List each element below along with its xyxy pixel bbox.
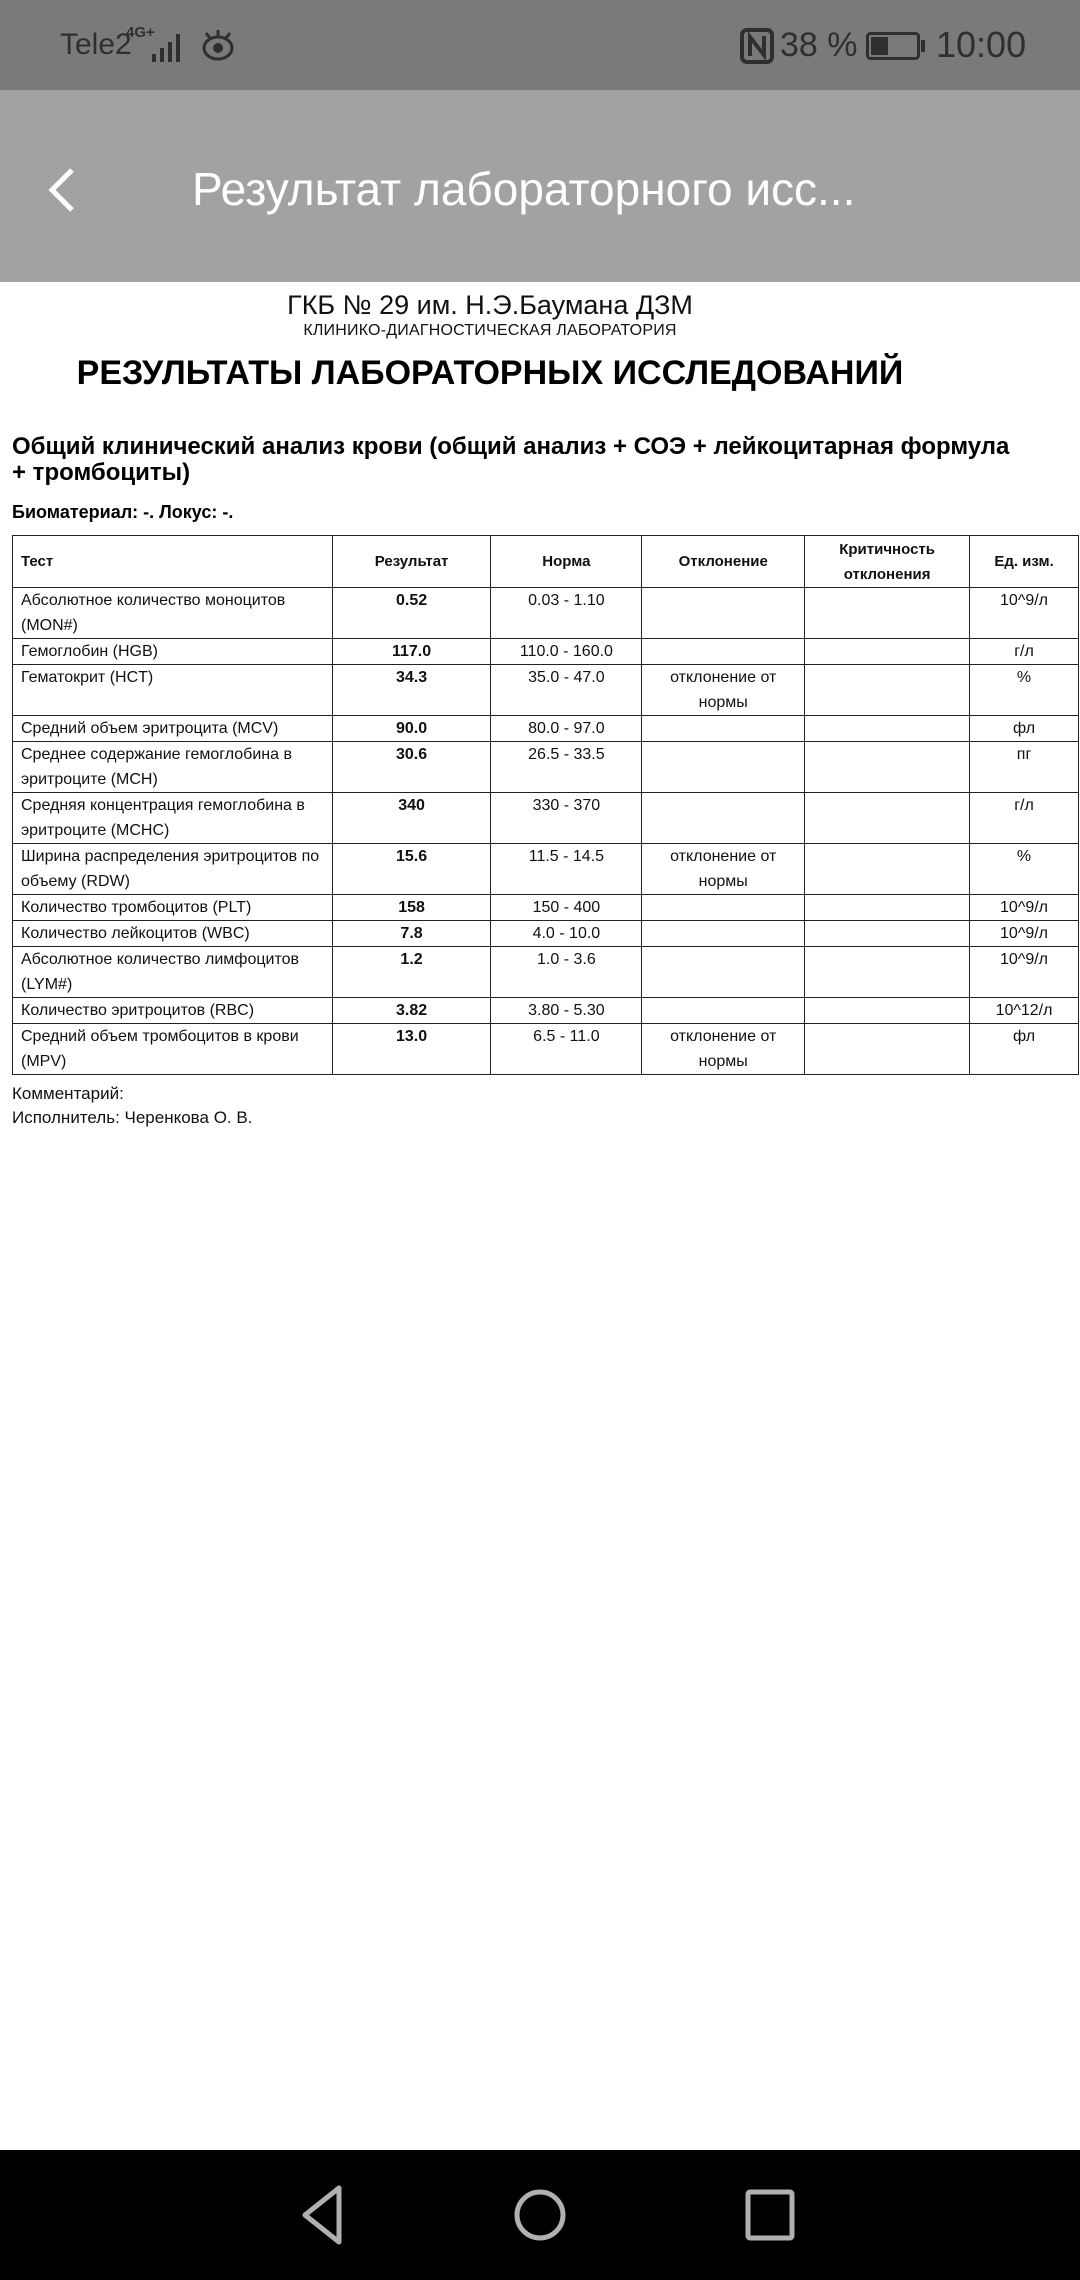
page-title: Результат лабораторного исс... (192, 163, 856, 215)
nfc-icon (740, 28, 774, 64)
status-bar (0, 0, 1080, 90)
recents-square-icon[interactable] (735, 2180, 805, 2250)
cell-test: Ширина распределения эритроцитов по объему (RDW) (13, 844, 333, 895)
cell-deviation (642, 742, 805, 793)
cell-norm: 4.0 - 10.0 (491, 921, 642, 947)
chevron-left-icon[interactable] (40, 160, 90, 220)
cell-deviation (642, 588, 805, 639)
carrier-name: Tele2 (60, 28, 132, 61)
table-row (13, 588, 1079, 639)
cell-result: 3.82 (332, 998, 491, 1024)
cell-deviation: отклонение от нормы (642, 844, 805, 895)
cell-result: 7.8 (332, 921, 491, 947)
cell-result: 0.52 (332, 588, 491, 639)
eye-comfort-icon (198, 28, 238, 64)
performer: Исполнитель: Черенкова О. В. (12, 1108, 253, 1127)
laboratory-name: КЛИНИКО-ДИАГНОСТИЧЕСКАЯ ЛАБОРАТОРИЯ (303, 322, 677, 339)
cell-norm: 150 - 400 (491, 895, 642, 921)
cell-deviation (642, 921, 805, 947)
cell-unit: 10^9/л (970, 947, 1079, 998)
cell-unit: фл (970, 716, 1079, 742)
analysis-title: Общий клинический анализ крови (общий анализ + СОЭ + лейкоцитарная формула + тромбоциты) (12, 433, 1010, 486)
cell-test: Гематокрит (HCT) (13, 665, 333, 716)
cell-norm: 11.5 - 14.5 (491, 844, 642, 895)
cell-test: Среднее содержание гемоглобина в эритроците (MCH) (13, 742, 333, 793)
cell-norm: 6.5 - 11.0 (491, 1024, 642, 1075)
report-title: РЕЗУЛЬТАТЫ ЛАБОРАТОРНЫХ ИССЛЕДОВАНИЙ (76, 354, 904, 392)
cell-unit: 10^12/л (970, 998, 1079, 1024)
cell-result: 30.6 (332, 742, 491, 793)
cell-test: Количество эритроцитов (RBC) (13, 998, 333, 1024)
cell-unit: фл (970, 1024, 1079, 1075)
table-row (13, 947, 1079, 998)
cell-criticality (805, 716, 970, 742)
clock: 10:00 (936, 24, 1027, 65)
header-unit: Ед. изм. (970, 536, 1079, 588)
cell-criticality (805, 921, 970, 947)
cell-norm: 26.5 - 33.5 (491, 742, 642, 793)
table-row (13, 639, 1079, 665)
table-row (13, 716, 1079, 742)
cell-unit: % (970, 665, 1079, 716)
app-bar (0, 90, 1080, 282)
cell-criticality (805, 844, 970, 895)
cell-result: 340 (332, 793, 491, 844)
table-row (13, 895, 1079, 921)
cell-norm: 35.0 - 47.0 (491, 665, 642, 716)
cell-deviation (642, 639, 805, 665)
cell-result: 34.3 (332, 665, 491, 716)
cell-criticality (805, 742, 970, 793)
cell-deviation (642, 895, 805, 921)
organization-name: ГКБ № 29 им. Н.Э.Баумана ДЗМ (287, 290, 693, 320)
cell-criticality (805, 639, 970, 665)
battery-icon (866, 32, 926, 60)
cell-criticality (805, 895, 970, 921)
cell-deviation (642, 998, 805, 1024)
navigation-bar (0, 2150, 1080, 2280)
cell-norm: 3.80 - 5.30 (491, 998, 642, 1024)
cell-criticality (805, 793, 970, 844)
cell-result: 15.6 (332, 844, 491, 895)
cell-test: Средняя концентрация гемоглобина в эритроците (MCHC) (13, 793, 333, 844)
cell-criticality (805, 1024, 970, 1075)
cell-test: Средний объем эритроцита (MCV) (13, 716, 333, 742)
cell-unit: 10^9/л (970, 588, 1079, 639)
home-circle-icon[interactable] (505, 2180, 575, 2250)
cell-deviation: отклонение от нормы (642, 1024, 805, 1075)
cell-unit: 10^9/л (970, 895, 1079, 921)
cell-unit: г/л (970, 639, 1079, 665)
cell-deviation (642, 947, 805, 998)
header-result: Результат (332, 536, 491, 588)
cell-test: Абсолютное количество моноцитов (MON#) (13, 588, 333, 639)
table-row (13, 1024, 1079, 1075)
cell-result: 13.0 (332, 1024, 491, 1075)
report-footer (12, 1082, 252, 1130)
cell-criticality (805, 588, 970, 639)
table-row (13, 742, 1079, 793)
header-norm: Норма (491, 536, 642, 588)
table-row (13, 665, 1079, 716)
back-triangle-icon[interactable] (287, 2180, 357, 2250)
cell-norm: 80.0 - 97.0 (491, 716, 642, 742)
lab-report-document (0, 282, 1080, 2150)
cell-result: 158 (332, 895, 491, 921)
cell-result: 90.0 (332, 716, 491, 742)
cell-criticality (805, 947, 970, 998)
header-deviation: Отклонение (642, 536, 805, 588)
cell-test: Абсолютное количество лимфоцитов (LYM#) (13, 947, 333, 998)
header-test: Тест (13, 536, 333, 588)
cell-norm: 110.0 - 160.0 (491, 639, 642, 665)
cell-deviation (642, 793, 805, 844)
biomaterial-info: Биоматериал: -. Локус: -. (12, 502, 234, 522)
cell-norm: 0.03 - 1.10 (491, 588, 642, 639)
header-criticality: Критичность отклонения (805, 536, 970, 588)
cell-test: Количество лейкоцитов (WBC) (13, 921, 333, 947)
cell-unit: % (970, 844, 1079, 895)
cell-norm: 330 - 370 (491, 793, 642, 844)
network-type: 4G+ (126, 24, 155, 41)
cell-criticality (805, 998, 970, 1024)
table-row (13, 921, 1079, 947)
cell-unit: 10^9/л (970, 921, 1079, 947)
cell-deviation (642, 716, 805, 742)
cell-result: 117.0 (332, 639, 491, 665)
cell-unit: г/л (970, 793, 1079, 844)
table-row (13, 793, 1079, 844)
cell-criticality (805, 665, 970, 716)
battery-percent: 38 % (780, 26, 858, 64)
cell-result: 1.2 (332, 947, 491, 998)
cell-unit: пг (970, 742, 1079, 793)
results-table (12, 535, 1079, 1075)
table-header-row (13, 536, 1079, 588)
cell-test: Средний объем тромбоцитов в крови (MPV) (13, 1024, 333, 1075)
cell-test: Количество тромбоцитов (PLT) (13, 895, 333, 921)
table-row (13, 998, 1079, 1024)
table-row (13, 844, 1079, 895)
comment-label: Комментарий: (12, 1084, 124, 1103)
signal-icon (150, 30, 188, 62)
cell-test: Гемоглобин (HGB) (13, 639, 333, 665)
cell-norm: 1.0 - 3.6 (491, 947, 642, 998)
cell-deviation: отклонение от нормы (642, 665, 805, 716)
